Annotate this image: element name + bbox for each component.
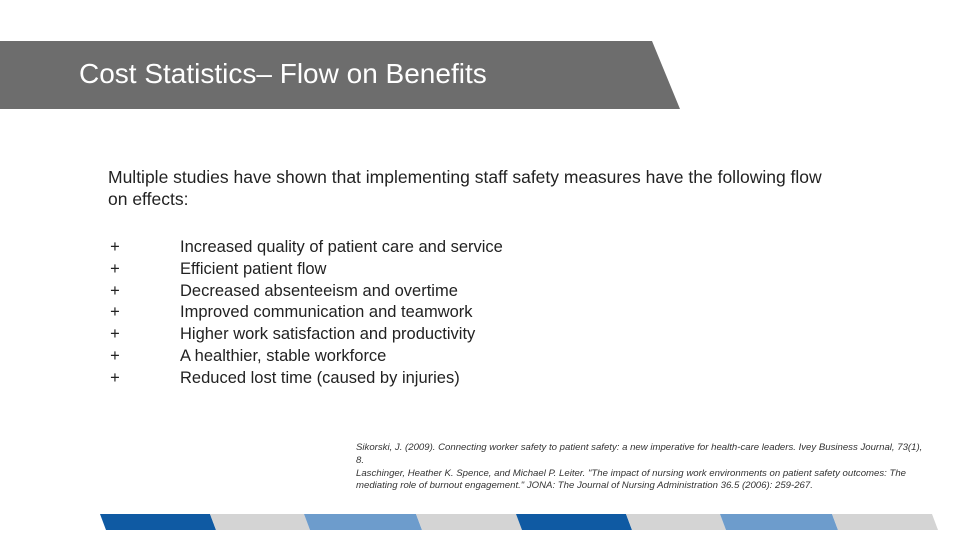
benefit-text: A healthier, stable workforce xyxy=(180,346,387,365)
plus-bullet-icon: + xyxy=(110,325,120,344)
benefit-text: Higher work satisfaction and productivity xyxy=(180,325,476,344)
intro-paragraph: Multiple studies have shown that implementing staff safety measures have the following flow on effects: xyxy=(108,167,822,209)
plus-bullet-icon: + xyxy=(110,238,120,256)
reference-citation: Laschinger, Heather K. Spence, and Michael P. Leiter. "The impact of nursing work environments on patient safety outcomes: The mediating role of burnout engagement." JONA: The Journal of Nursing Administration 36.5 (2006): 259-267. xyxy=(356,467,907,492)
footer-stripe-bar xyxy=(0,514,960,530)
benefit-text: Efficient patient flow xyxy=(180,259,327,278)
plus-bullet-icon: + xyxy=(110,259,120,278)
benefit-text: Improved communication and teamwork xyxy=(180,303,473,322)
benefit-text: Increased quality of patient care and service xyxy=(180,238,503,256)
footer-stripe-light-blue xyxy=(304,514,422,530)
benefit-text: Reduced lost time (caused by injuries) xyxy=(180,368,460,387)
footer-stripe-gray xyxy=(832,514,938,530)
footer-stripe-gray xyxy=(416,514,522,530)
footer-stripe-dark-blue xyxy=(100,514,216,530)
footer-stripe-gray xyxy=(210,514,310,530)
footer-stripe-gray xyxy=(626,514,726,530)
benefit-text: Decreased absenteeism and overtime xyxy=(180,281,458,300)
plus-bullet-icon: + xyxy=(110,281,120,300)
plus-bullet-icon: + xyxy=(110,303,120,322)
plus-bullet-icon: + xyxy=(110,346,120,365)
footer-stripe-dark-blue xyxy=(516,514,632,530)
plus-bullet-icon: + xyxy=(110,368,120,387)
references xyxy=(356,442,926,493)
footer-stripe-light-blue xyxy=(720,514,838,530)
reference-citation: Sikorski, J. (2009). Connecting worker safety to patient safety: a new imperative for health-care leaders. Ivey Business Journal, 73(1), 8. xyxy=(356,442,923,466)
slide-title: Cost Statistics– Flow on Benefits xyxy=(79,58,487,89)
